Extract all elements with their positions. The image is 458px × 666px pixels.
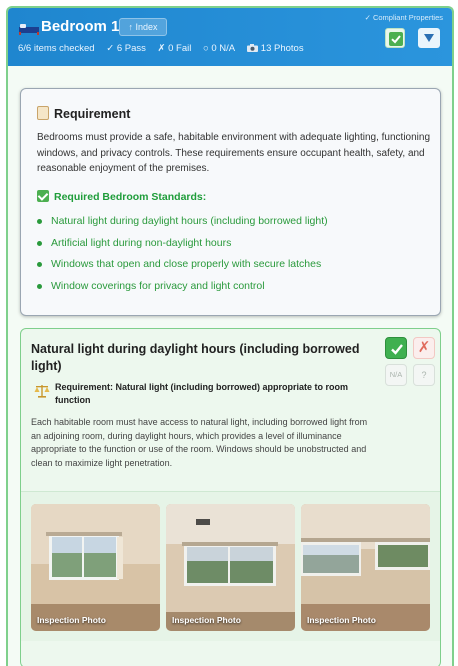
items-checked-count: 6/6 items checked [18, 43, 95, 54]
photo-label: Inspection Photo [307, 615, 376, 625]
chevron-down-icon [423, 33, 435, 43]
check-icon [389, 32, 403, 46]
requirement-title: Requirement [54, 107, 131, 121]
pass-count: ✓ 6 Pass [106, 43, 146, 54]
photo-label: Inspection Photo [37, 615, 106, 625]
item-requirement: Requirement: Natural light (including borrowed) appropriate to room function [55, 382, 349, 405]
standard-item: Artificial light during non-daylight hours [37, 235, 328, 257]
room-photo-image [301, 504, 430, 631]
na-button[interactable]: N/A [385, 364, 407, 386]
camera-icon [247, 44, 258, 52]
checkbox-icon [37, 190, 49, 202]
requirement-panel [20, 88, 441, 316]
inspection-photo[interactable] [301, 504, 430, 631]
requirement-body: Bedrooms must provide a safe, habitable environment with adequate lighting, functioning windows, and privacy controls. These requirements ensure occupant health, safety, and reasonable enjoyment of the premises. [37, 132, 431, 174]
clipboard-icon [37, 106, 49, 120]
room-photo-image [31, 504, 160, 631]
standard-item: Window coverings for privacy and light control [37, 278, 328, 300]
requirement-heading [37, 106, 130, 121]
fail-count: ✗ 0 Fail [157, 43, 192, 54]
standard-item: Natural light during daylight hours (including borrowed light) [37, 213, 328, 235]
room-stats [18, 43, 322, 54]
photos-count-label: 13 Photos [260, 43, 304, 54]
room-collapse-button[interactable] [418, 28, 440, 48]
item-description: Each habitable room must have access to natural light, including borrowed light from an adjoining room, during daylight hours, which provides a level of illuminance appropriate to the function or use of the room. Windows should be unobstructed and clean to maximize light penetration. [31, 417, 368, 468]
checklist-item-card [20, 328, 441, 666]
photos-count [247, 43, 313, 54]
pass-button[interactable] [385, 337, 407, 359]
room-header [8, 8, 452, 66]
na-count: ○ 0 N/A [203, 43, 236, 54]
check-icon [390, 342, 404, 356]
photo-strip [21, 491, 440, 641]
standards-list [37, 213, 328, 299]
standard-item: Windows that open and close properly with secure latches [37, 256, 328, 278]
fail-button[interactable]: ✗ [413, 337, 435, 359]
standards-heading [37, 190, 206, 203]
item-title: Natural light during daylight hours (including borrowed light) [31, 342, 360, 373]
index-button[interactable]: ↑ Index [119, 18, 167, 36]
bed-icon [18, 21, 40, 35]
room-title: Bedroom 1 [41, 18, 120, 35]
inspection-photo[interactable] [31, 504, 160, 631]
standards-title: Required Bedroom Standards: [54, 191, 207, 203]
compliant-properties-link[interactable]: ✓ Compliant Properties [364, 13, 443, 22]
inspection-photo[interactable] [166, 504, 295, 631]
room-photo-image [166, 504, 295, 631]
photo-label: Inspection Photo [172, 615, 241, 625]
scale-icon [34, 384, 50, 398]
inspection-frame [6, 6, 454, 666]
unknown-button[interactable]: ? [413, 364, 435, 386]
room-complete-toggle[interactable] [385, 28, 405, 48]
